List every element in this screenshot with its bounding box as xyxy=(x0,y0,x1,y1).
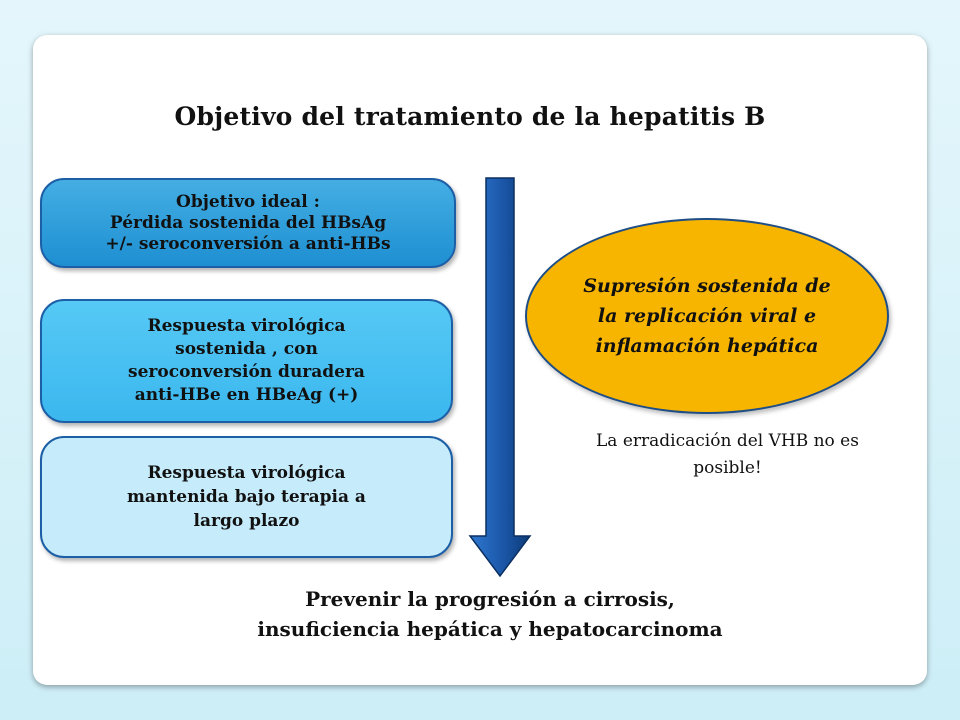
ideal-goal-line: +/- seroconversión a anti-HBs xyxy=(105,233,391,254)
suppression-goal-line: Supresión sostenida de xyxy=(583,275,831,297)
eradication-note-line: La erradicación del VHB no es xyxy=(596,431,859,451)
prevention-goal-text xyxy=(170,584,810,644)
suppression-goal-line: inflamación hepática xyxy=(595,335,819,357)
prevention-goal-line: insuficiencia hepática y hepatocarcinoma xyxy=(257,617,723,641)
maintained-response-line: largo plazo xyxy=(193,511,300,531)
eradication-note xyxy=(555,428,900,482)
suppression-goal-line: la replicación viral e xyxy=(597,305,817,327)
eradication-note-line: posible! xyxy=(693,458,762,478)
ideal-goal-line: Pérdida sostenida del HBsAg xyxy=(109,212,387,233)
down-arrow-icon xyxy=(468,176,532,578)
sustained-response-line: Respuesta virológica xyxy=(147,316,346,336)
sustained-response-line: sostenida , con xyxy=(175,339,318,359)
page-title: Objetivo del tratamiento de la hepatitis B xyxy=(174,102,766,131)
suppression-goal-ellipse xyxy=(525,218,889,414)
ideal-goal-box xyxy=(40,178,456,268)
maintained-response-line: mantenida bajo terapia a xyxy=(127,487,366,507)
sustained-response-box xyxy=(40,299,453,423)
sustained-response-line: seroconversión duradera xyxy=(128,362,365,382)
maintained-response-box xyxy=(40,436,453,558)
ideal-goal-line: Objetivo ideal : xyxy=(176,191,320,212)
prevention-goal-line: Prevenir la progresión a cirrosis, xyxy=(305,587,675,611)
maintained-response-line: Respuesta virológica xyxy=(147,463,346,483)
sustained-response-line: anti-HBe en HBeAg (+) xyxy=(134,385,359,405)
